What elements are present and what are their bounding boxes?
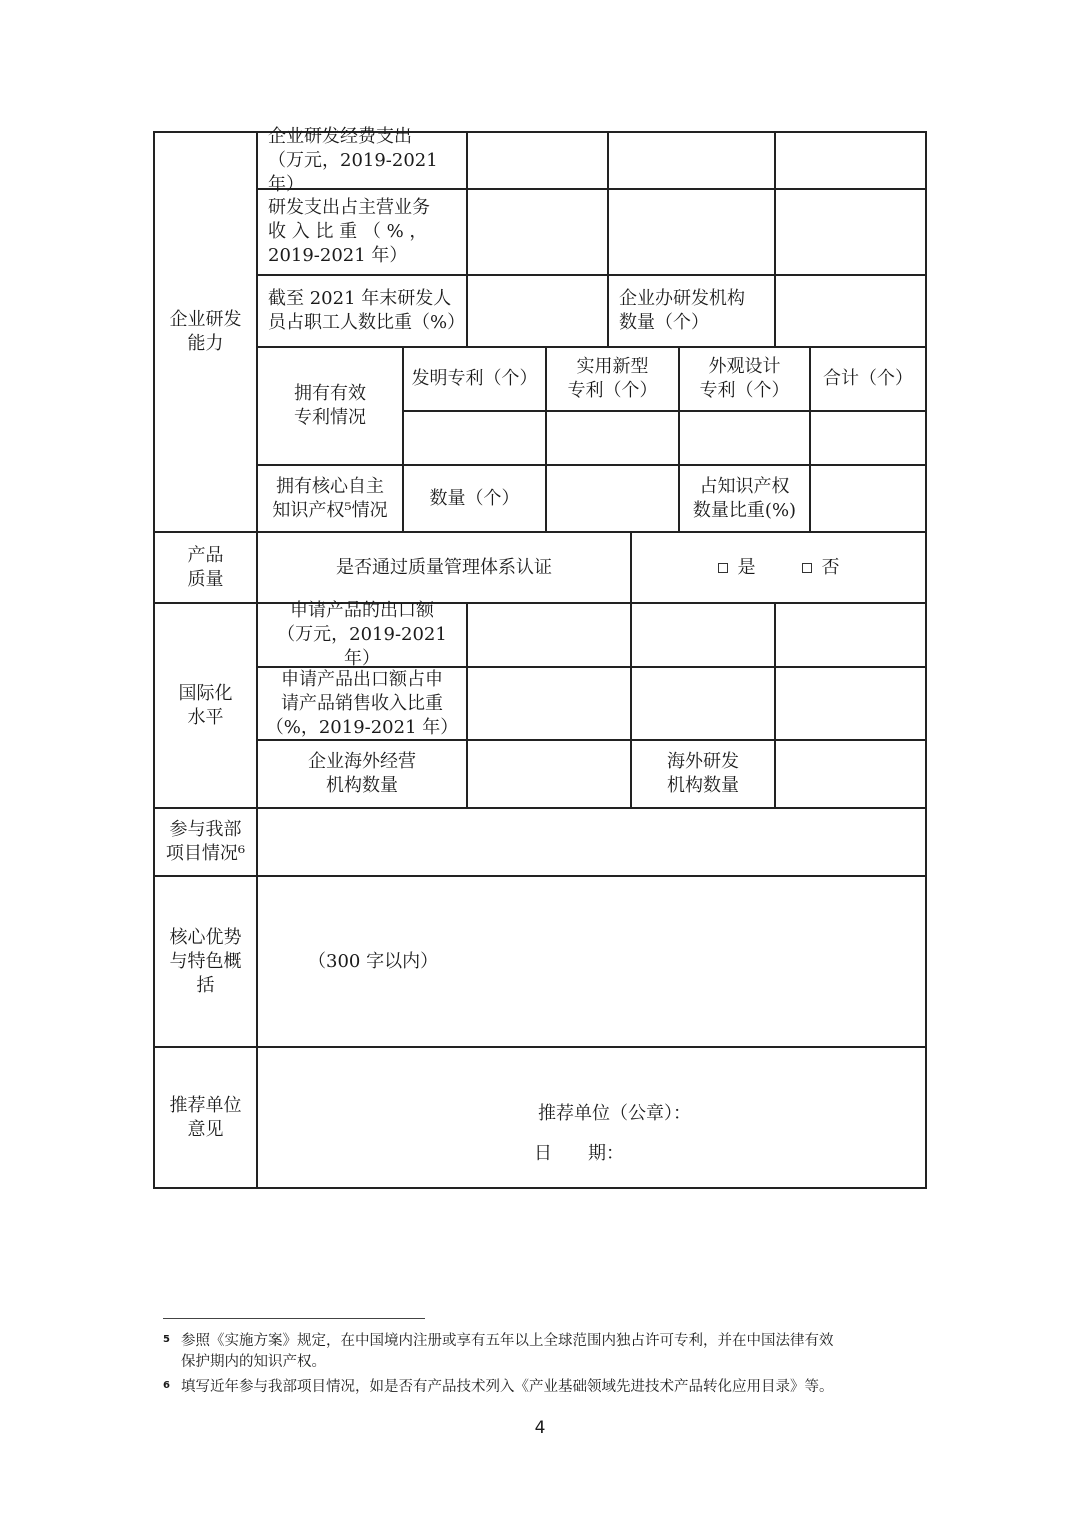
section-product-quality: 产品 质量 <box>187 544 224 590</box>
export-amount-label: 申请产品的出口额 （万元，2019-2021 年） <box>277 600 447 669</box>
export-amount-value-2021[interactable] <box>776 604 925 666</box>
rd-institutions-label: 企业办研发机构 数量（个） <box>619 288 745 333</box>
no-checkbox[interactable] <box>802 556 840 580</box>
overseas-operations-label: 企业海外经营 机构数量 <box>308 751 416 796</box>
core-ip-label: 拥有核心自主 知识产权⁵情况 <box>272 475 388 521</box>
ministry-projects-value[interactable] <box>258 809 925 875</box>
rd-expense-value-2019[interactable] <box>468 133 607 188</box>
rd-staff-ratio-label: 截至 2021 年末研发人 员占职工人数比重（%） <box>268 288 466 333</box>
rd-ratio-value-2021[interactable] <box>776 190 925 274</box>
utility-patents-value[interactable] <box>547 412 678 464</box>
rd-institutions-value[interactable] <box>776 276 925 346</box>
design-patents-label: 外观设计 专利（个） <box>699 356 790 401</box>
footnote-5 <box>165 1331 925 1373</box>
yes-checkbox[interactable] <box>718 556 756 580</box>
checkbox-icon <box>718 563 728 573</box>
checkbox-icon <box>802 563 812 573</box>
yes-label: 是 <box>737 556 756 578</box>
utility-patents-label: 实用新型 专利（个） <box>567 356 658 401</box>
recommender-seal-label: 推荐单位（公章）： <box>538 1103 691 1124</box>
rd-expense-value-2021[interactable] <box>776 133 925 188</box>
total-patents-label: 合计（个） <box>823 368 913 389</box>
rd-staff-ratio-value[interactable] <box>468 276 607 346</box>
no-label: 否 <box>821 556 840 578</box>
overseas-rd-label: 海外研发 机构数量 <box>667 751 739 796</box>
export-ratio-value-2021[interactable] <box>776 668 925 739</box>
rd-expense-value-2020[interactable] <box>609 133 774 188</box>
footnote-text: 参照《实施方案》规定，在中国境内注册或享有五年以上全球范围内独占许可专利，并在中国法律有效 保护期内的知识产权。 <box>181 1333 834 1370</box>
invention-patents-label: 发明专利（个） <box>411 368 538 389</box>
recommendation-date-label: 日 期： <box>534 1143 624 1164</box>
section-core-advantages: 核心优势 与特色概 括 <box>169 926 242 996</box>
footnote-mark: 5 <box>163 1334 170 1345</box>
section-rd-capability: 企业研发 能力 <box>169 309 242 354</box>
design-patents-value[interactable] <box>680 412 809 464</box>
rd-ratio-label: 研发支出占主营业务 收 入 比 重 （ % ， 2019-2021 年） <box>268 197 430 266</box>
footnote-6 <box>165 1377 925 1398</box>
quality-certification-options <box>632 533 925 602</box>
section-internationalization: 国际化 水平 <box>178 682 233 728</box>
export-amount-value-2019[interactable] <box>468 604 630 666</box>
overseas-rd-value[interactable] <box>776 741 925 807</box>
rd-expense-label: 企业研发经费支出 （万元，2019-2021 年） <box>268 125 438 195</box>
section-ministry-projects: 参与我部 项目情况⁶ <box>165 819 246 864</box>
footnote-text: 填写近年参与我部项目情况，如是否有产品技术列入《产业基础领域先进技术产品转化应用目录》等。 <box>181 1379 834 1395</box>
section-recommendation: 推荐单位 意见 <box>169 1094 242 1140</box>
footnote-divider <box>163 1318 425 1319</box>
export-ratio-value-2020[interactable] <box>632 668 774 739</box>
core-advantages-hint: （300 字以内） <box>308 950 439 972</box>
footnote-mark: 6 <box>163 1380 170 1391</box>
core-ip-count-value[interactable] <box>547 466 678 531</box>
export-ratio-value-2019[interactable] <box>468 668 630 739</box>
patents-label: 拥有有效 专利情况 <box>294 383 366 428</box>
export-amount-value-2020[interactable] <box>632 604 774 666</box>
core-ip-count-label: 数量（个） <box>429 487 520 509</box>
rd-ratio-value-2020[interactable] <box>609 190 774 274</box>
invention-patents-value[interactable] <box>404 412 545 464</box>
export-ratio-label: 申请产品出口额占申 请产品销售收入比重 （%，2019-2021 年） <box>265 668 459 738</box>
quality-certification-question: 是否通过质量管理体系认证 <box>336 556 552 578</box>
core-ip-ratio-value[interactable] <box>811 466 925 531</box>
core-ip-ratio-label: 占知识产权 数量比重(%) <box>692 475 797 521</box>
overseas-operations-value[interactable] <box>468 741 630 807</box>
core-advantages-field[interactable] <box>258 877 925 1046</box>
recommendation-field[interactable] <box>258 1048 925 1187</box>
total-patents-value[interactable] <box>811 412 925 464</box>
page-number: 4 <box>534 1418 546 1438</box>
rd-ratio-value-2019[interactable] <box>468 190 607 274</box>
